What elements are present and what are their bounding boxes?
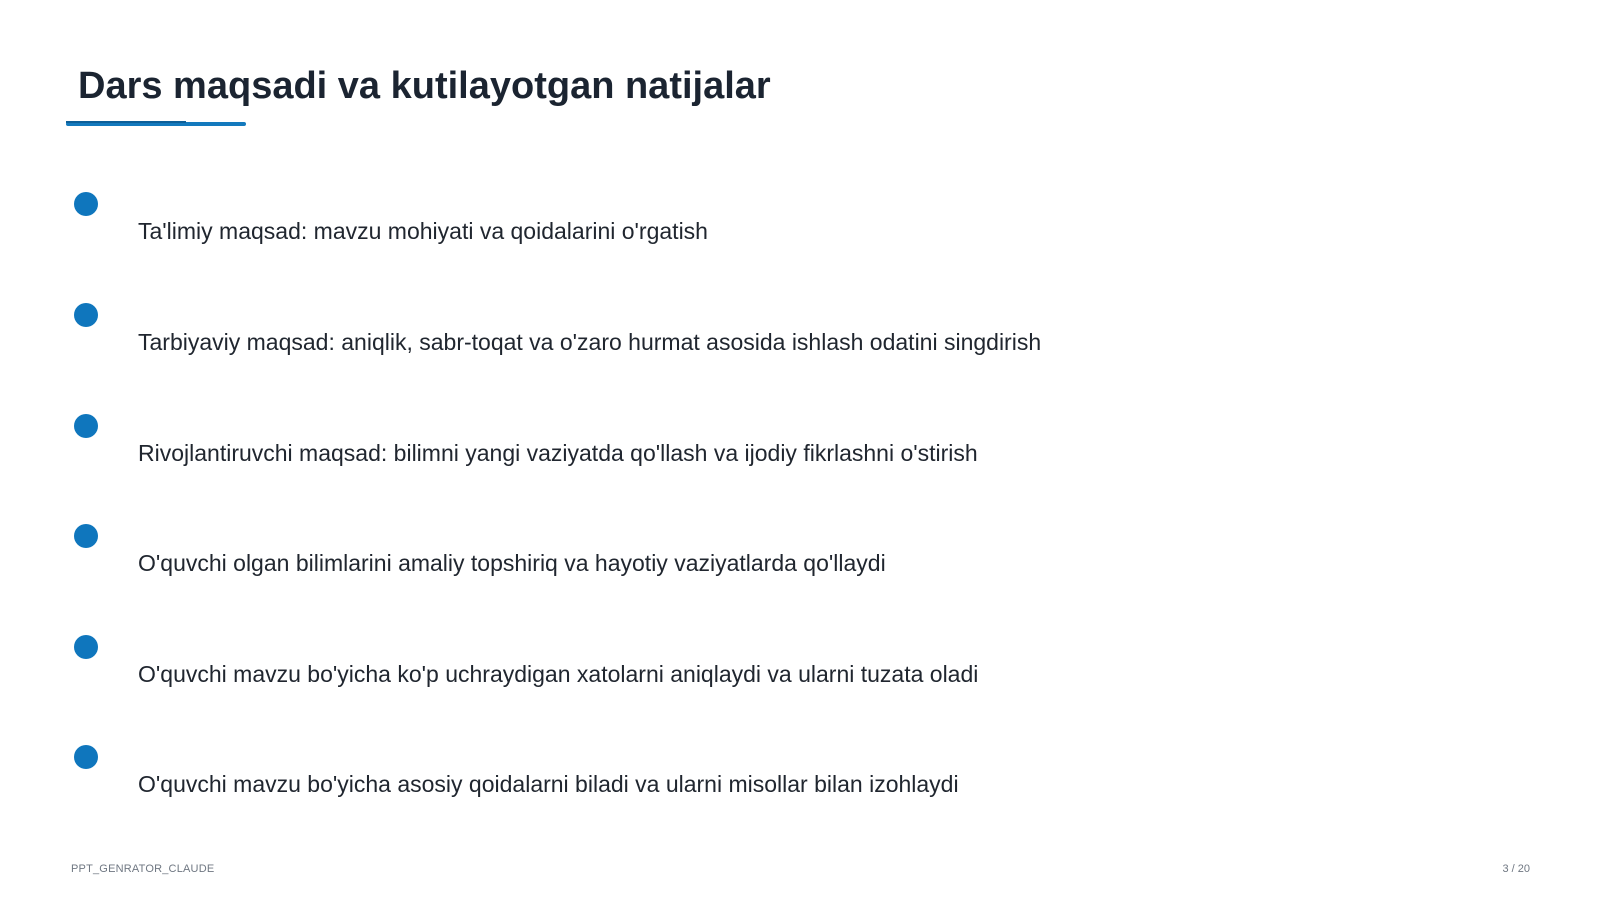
footer-label: PPT_GENRATOR_CLAUDE (71, 863, 215, 875)
page-number: 3 / 20 (1502, 863, 1530, 875)
bullet-dot-icon (74, 192, 98, 216)
list-item (74, 192, 1474, 262)
list-item (74, 303, 1474, 373)
list-item (74, 635, 1474, 705)
list-item-text: O'quvchi mavzu bo'yicha asosiy qoidalarni biladi va ularni misollar bilan izohlaydi (138, 771, 959, 797)
list-item (74, 524, 1474, 594)
bullet-dot-icon (74, 635, 98, 659)
list-item-text: O'quvchi mavzu bo'yicha ko'p uchraydigan xatolarni aniqlaydi va ularni tuzata oladi (138, 661, 979, 687)
list-item-text: O'quvchi olgan bilimlarini amaliy topshiriq va hayotiy vaziyatlarda qo'llaydi (138, 550, 886, 576)
bullet-dot-icon (74, 524, 98, 548)
bullet-dot-icon (74, 303, 98, 327)
list-item-text: Tarbiyaviy maqsad: aniqlik, sabr-toqat va o'zaro hurmat asosida ishlash odatini singdirish (138, 329, 1042, 355)
slide-title: Dars maqsadi va kutilayotgan natijalar (78, 65, 771, 107)
bullet-dot-icon (74, 745, 98, 769)
list-item-text: Ta'limiy maqsad: mavzu mohiyati va qoidalarini o'rgatish (138, 218, 708, 244)
list-item (74, 414, 1474, 484)
list-item-text: Rivojlantiruvchi maqsad: bilimni yangi vaziyatda qo'llash va ijodiy fikrlashni o'stirish (138, 440, 978, 466)
bullet-dot-icon (74, 414, 98, 438)
list-item (74, 745, 1474, 815)
